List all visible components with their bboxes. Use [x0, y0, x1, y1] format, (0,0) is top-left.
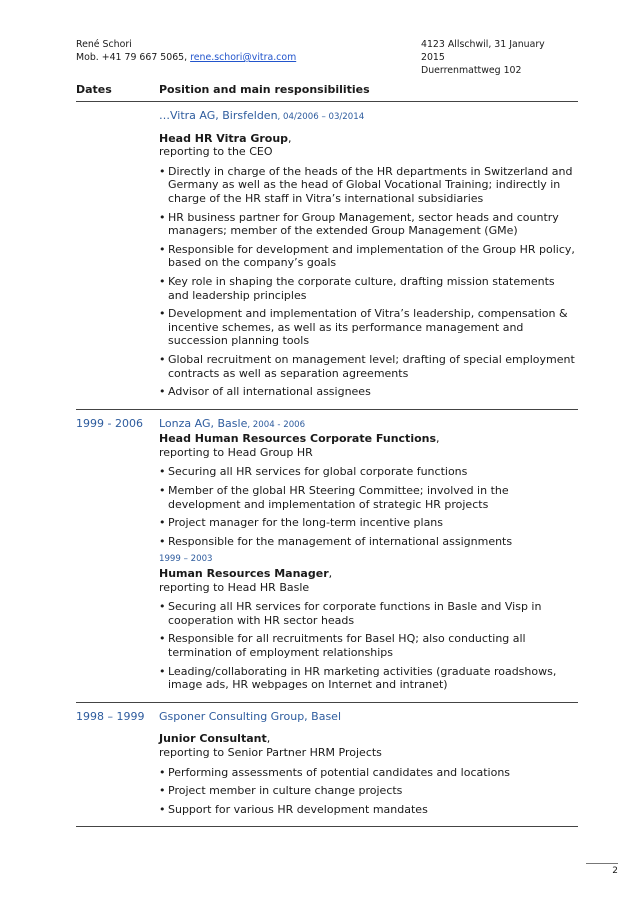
role-line [159, 732, 578, 746]
list-item [159, 535, 578, 549]
cv-table [76, 80, 578, 827]
list-item [159, 275, 578, 302]
sub-period: 1999 – 2003 [159, 554, 213, 565]
row-date: 1999 - 2006 [76, 416, 143, 430]
bullet-icon: • [159, 765, 166, 779]
list-item [159, 211, 578, 238]
employment-period: , 2004 - 2006 [247, 419, 306, 430]
company-line [159, 710, 578, 726]
email-link[interactable]: rene.schori@vitra.com [190, 52, 297, 63]
list-item-text: Global recruitment on management level; drafting of special employment contracts as well as separation agreements [168, 352, 575, 380]
list-item [159, 385, 578, 399]
company-name: Gsponer Consulting Group, Basel [159, 709, 342, 723]
company-name: Lonza AG, Basle [159, 416, 248, 430]
reporting-line: reporting to the CEO [159, 145, 273, 159]
role-title-suffix: , [288, 131, 292, 145]
author-name: René Schori [76, 39, 132, 50]
reporting-line: reporting to Head Group HR [159, 445, 313, 459]
role-title: Junior Consultant [159, 732, 267, 746]
role-title: Head HR Vitra Group [159, 131, 289, 145]
address-line-2: Duerrenmattweg 102 [421, 65, 522, 76]
bullet-icon: • [159, 274, 166, 288]
bullet-icon: • [159, 465, 166, 479]
list-item [159, 465, 578, 479]
role-title: Head Human Resources Corporate Functions [159, 432, 437, 446]
list-item-text: Project manager for the long-term incentive plans [168, 516, 444, 530]
list-item [159, 632, 578, 659]
list-item-text: Responsible for development and implementation of the Group HR policy, based on the company’s goals [168, 242, 575, 270]
list-item-text: Securing all HR services for global corporate functions [168, 465, 468, 479]
phone-number: Mob. +41 79 667 5065, [76, 52, 191, 63]
list-item [159, 665, 578, 692]
list-item-text: Support for various HR development mandates [168, 802, 428, 816]
list-item-text: Leading/collaborating in HR marketing activities (graduate roadshows, image ads, HR webpages on Internet and intranet) [168, 664, 557, 692]
bullet-icon: • [159, 352, 166, 366]
list-item-text: Performing assessments of potential candidates and locations [168, 765, 511, 779]
company-line [159, 417, 578, 433]
column-header-dates: Dates [76, 83, 112, 96]
role-title-suffix: , [266, 732, 271, 746]
list-item [159, 803, 578, 817]
row-content [159, 102, 578, 409]
page-number: 2 [586, 863, 618, 876]
row-date: 1998 – 1999 [76, 709, 145, 723]
list-item-text: Member of the global HR Steering Committee; involved in the development and implementation of strategic HR projects [168, 484, 509, 511]
address-block [421, 38, 560, 77]
role-line [159, 132, 578, 146]
bullet-icon: • [159, 802, 166, 816]
address-line-1: 4123 Allschwil, 31 January 2015 [421, 39, 545, 63]
list-item [159, 307, 578, 348]
list-item [159, 243, 578, 270]
list-item [159, 353, 578, 380]
role-line [159, 432, 578, 446]
list-item-text: Responsible for all recruitments for Basel HQ; also conducting all termination of employment relationships [168, 632, 526, 659]
list-item-text: Responsible for the management of international assignments [168, 534, 513, 548]
sub-responsibility-list [159, 600, 578, 692]
list-item-text: Advisor of all international assignees [168, 385, 371, 399]
reporting-line: reporting to Senior Partner HRM Projects [159, 745, 382, 759]
responsibility-list [159, 766, 578, 817]
bullet-icon: • [159, 164, 166, 178]
role-title-suffix: , [436, 432, 440, 446]
list-item-text: Directly in charge of the heads of the HR departments in Switzerland and Germany as well as the head of Global Vocational Training; indirectly in charge of the HR staff in Vitra’s international subsidiaries [168, 164, 573, 205]
list-item-text: Project member in culture change projects [168, 784, 403, 798]
bullet-icon: • [159, 484, 166, 498]
bullet-icon: • [159, 385, 166, 399]
company-name: …Vitra AG, Birsfelden [159, 109, 278, 122]
list-item [159, 484, 578, 511]
bullet-icon: • [159, 600, 166, 614]
company-line [159, 109, 578, 125]
list-item [159, 600, 578, 627]
sub-role-line [159, 567, 578, 581]
employment-period: , 04/2006 – 03/2014 [277, 112, 365, 122]
contact-block [76, 38, 296, 64]
list-item [159, 165, 578, 206]
row-content [159, 410, 578, 702]
list-item [159, 516, 578, 530]
table-row-lonza [76, 410, 578, 703]
list-item-text: HR business partner for Group Management, sector heads and country managers; member of the extended Group Management (GMe) [168, 210, 559, 238]
responsibility-list [159, 465, 578, 548]
responsibility-list [159, 165, 578, 399]
list-item [159, 784, 578, 798]
table-row-vitra [76, 102, 578, 410]
list-item [159, 766, 578, 780]
list-item-text: Securing all HR services for corporate functions in Basle and Visp in cooperation with HR sector heads [168, 600, 542, 627]
bullet-icon: • [159, 632, 166, 646]
column-header-position: Position and main responsibilities [159, 83, 370, 96]
table-row-gsponer [76, 703, 578, 828]
sub-reporting-line: reporting to Head HR Basle [159, 580, 310, 594]
sub-role-title: Human Resources Manager [159, 567, 329, 581]
bullet-icon: • [159, 534, 166, 548]
bullet-icon: • [159, 664, 166, 678]
sub-role-title-suffix: , [328, 567, 333, 581]
row-content [159, 703, 578, 827]
list-item-text: Development and implementation of Vitra’s leadership, compensation & incentive schemes, as well as its performance management and succession planning tools [168, 307, 568, 348]
table-header [76, 80, 578, 102]
bullet-icon: • [159, 784, 166, 798]
contact-line [76, 51, 296, 64]
bullet-icon: • [159, 307, 166, 321]
bullet-icon: • [159, 516, 166, 530]
bullet-icon: • [159, 210, 166, 224]
bullet-icon: • [159, 242, 166, 256]
list-item-text: Key role in shaping the corporate culture, drafting mission statements and leadership principles [168, 274, 555, 302]
